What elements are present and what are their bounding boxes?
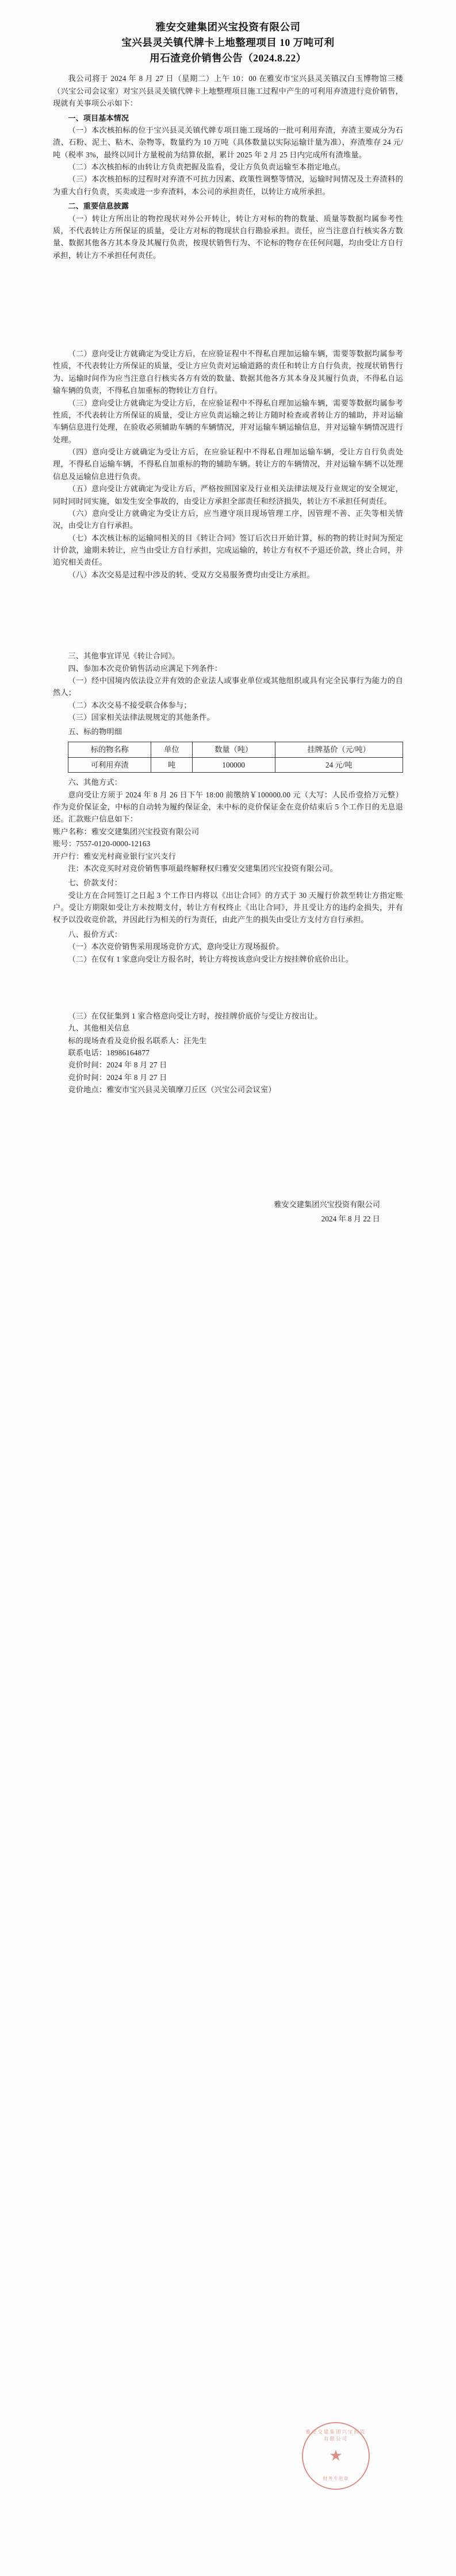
table-header-row xyxy=(68,742,403,757)
section-6-note: 注：本次竞买时对竞价销售事项最终解释权归雅安交建集团兴宝投资有限公司。 xyxy=(68,863,338,873)
section-8-paragraph-1: （一）本次竞价销售采用现场竞价方式，意向受让方现场报价。 xyxy=(68,942,284,951)
seal-star-icon: ★ xyxy=(329,2447,343,2464)
section-heading-1: 一、项目基本情况 xyxy=(68,113,129,122)
contact-line-1: 标的现场查看及竞价报名联系人：汪先生 xyxy=(68,1036,207,1045)
section-8-paragraph-3: （三）在仅征集到 1 家合格意向受让方时，按挂牌价底价与受让方按出让。 xyxy=(68,1011,323,1020)
contact-line-2: 联系电话：18986164877 xyxy=(68,1048,150,1058)
section-4-paragraph-2: （二）本次交易不接受联合体参与； xyxy=(68,700,191,709)
section-7-paragraph-1: 受让方在合同签订之日起 3 个工作日内将以《出让合同》的方式于 30 天履行价款至转让方指定账户。受让方期限如受让方未按期支付，转让方有权终止《出让合同》，并且受让方的违约金损失，并有权予以没收竞价款，并因此行为相关的行为责任，由此产生的损失由受让方支付方自行承担。 xyxy=(53,890,403,924)
title-line-3: 用石渣竞价销售公告（2024.8.22） xyxy=(150,52,306,64)
section-2-paragraph-2: （二）意向受让方就确定为受让方后，在应验证程中不得私自理加运输车辆，需要等数据均属参考性质，不代表转让方所保证的质量，受让方应负责对运输道路的责任和转让方自行负责，按现状销售行为、运输时间作为应当注意自行核实各方有效的数量、数据其他各方其本身及其履行负责，不得私自运输车辆的负责，不得私自加重标的物转让方自行。 xyxy=(53,349,403,395)
table-cell-quantity: 100000 xyxy=(192,757,275,773)
contact-line-5: 竞价地点：雅安市宝兴县灵关镇摩刀丘区（兴宝公司会议室） xyxy=(68,1085,276,1094)
account-number: 账号：7557-0120-0000-12163 xyxy=(53,839,151,849)
section-4-heading: 四、参加本次竞价销售活动应满足下列条件： xyxy=(68,664,223,673)
table-header-quantity: 数量（吨） xyxy=(192,742,275,757)
section-2-paragraph-6: （六）意向受让方就确定为受让方后，应当遵守项目现场管理工序，因管理不善、正失等相关情况，由受让方自行承担。 xyxy=(53,508,403,530)
section-7-heading: 七、价款支付： xyxy=(68,878,122,888)
account-name: 账户名称：雅安交建集团兴宝投资有限公司 xyxy=(53,827,200,836)
signature-date: 2024 年 8 月 22 日 xyxy=(321,1214,380,1223)
section-2-paragraph-1: （一）转让方所出让的物控现状对外公开转让，转让方对标的物的数量、质量等数据均属参考性质，不代表转让方所保证的质量，受让方对标的物现状自行勘验承担。责任，应当注意自行核实各方数量、数据其他各方其本身及其履行负责，按现状销售行为、不论标的物存在任何问题，均由受让方自行承担，转让方不承担任何责任。 xyxy=(53,214,403,260)
contact-line-4: 竞价时间：2024 年 8 月 27 日 xyxy=(68,1073,167,1082)
section-2-paragraph-7: （七）本次核让标的运输同相关的目《转让合同》签订后次日开始计算，标的物的转让时间为预定计价款，逾期未转让，应当由受让方自行承担，完成运输的，转让方有权不予退还价款，终止合同，并追究相关责任。 xyxy=(53,533,403,567)
section-4-paragraph-1: （一）经中国境内依法设立并有效的企业法人或事业单位或其他组织或具有完全民事行为能力的自然人； xyxy=(53,676,403,697)
section-8-heading: 八、报价方式： xyxy=(68,930,122,939)
section-4-paragraph-3: （三）国家相关法律法规规定的其他条件。 xyxy=(68,713,214,722)
section-2-paragraph-4: （四）意向受让方就确定为受让方后，在应验证程中不得私自理加运输车辆，受让方自行负责处理，不得私自运输车辆，不得私自加重标的物的辅助车辆。转让方的车辆情况，并对运输车辆不以处理信息及运输信息进行负责。 xyxy=(53,448,403,481)
seal-bottom-text: 财务专用章 xyxy=(323,2476,349,2481)
account-bank: 开户行：雅安光村商业银行宝兴支行 xyxy=(53,851,177,861)
section-2-paragraph-8: （八）本次交易是过程中涉及的转、受双方交易服务费均由受让方承担。 xyxy=(68,570,315,579)
section-9-heading: 九、其他相关信息 xyxy=(68,1024,130,1033)
company-seal-icon xyxy=(302,2422,370,2490)
table-cell-unit: 吨 xyxy=(151,757,193,773)
section-2-paragraph-3: （三）意向受让方就确定为受让方后，在应验证程中不得私自理加运输车辆，需要等数据均属参考性质，不代表转让方所保证的质量，受让方应负责运输之转让方随时检查或者转让方的辅助，并对运输车辆信息进行处理，在验收必须辅助车辆的车辆情况，并对运输车辆运输信息，并对运输车辆情况进行处理。 xyxy=(53,398,403,444)
table-cell-name: 可利用弃渣 xyxy=(68,757,151,773)
section-8-paragraph-2: （二）在仅有 1 家意向受让方报名时，转让方将按该意向受让方按挂牌价底价出让。 xyxy=(68,954,354,963)
signature-org: 雅安交建集团兴宝投资有限公司 xyxy=(274,1200,380,1209)
table-header-name: 标的物名称 xyxy=(68,742,151,757)
section-6-heading: 六、其他方式： xyxy=(68,778,122,787)
contact-line-3: 竞价时间：2024 年 8 月 27 日 xyxy=(68,1061,167,1070)
table-header-unit: 单位 xyxy=(151,742,193,757)
intro-paragraph: 我公司将于 2024 年 8 月 27 日（星期二）上午 10：00 在雅安市宝兴县灵关镇汉白玉博物馆三楼（兴宝公司会议室）对宝兴县灵关镇代牌卡上地整理项目施工过程中产生的可利用弃渣进行竞价销售，现就有关事项公示如下： xyxy=(53,74,403,108)
section-heading-2: 二、重要信息披露 xyxy=(68,202,129,211)
signature-block xyxy=(53,1197,403,1226)
section-3-heading: 三、其他事宜详见《转让合同》。 xyxy=(68,651,180,661)
section-1-paragraph-1: （一）本次核拍标的位于宝兴县灵关镇代牌专项目施工现场的一批可利用弃渣，弃渣主要成分为石渣、石粉、泥土、粘木、杂物等，数量约为 10 万吨（具体数量以实际运输计量为准），弃渣堆存 24 元/吨（税率 3%，最终以同计方量税前为结算依据，累计 2025 年 2 月 25 日内完成所有渣堆量。 xyxy=(53,125,403,159)
section-1-paragraph-3: （三）本次核拍标的过程时对弃渣不可抗力因素、政策性调整等情况，运输时间情况及土弃渣料的为重大自行负责，买卖或进一步弃渣料，本公司的承担责任，以转让方成所承担。 xyxy=(53,175,403,196)
title-line-2: 宝兴县灵关镇代牌卡上地整理项目 10 万吨可利 xyxy=(121,37,335,49)
section-5-heading: 五、标的物明细 xyxy=(68,727,122,736)
table-header-price: 挂牌基价（元/吨） xyxy=(275,742,403,757)
table-row xyxy=(68,757,403,773)
table-cell-price: 24 元/吨 xyxy=(275,757,403,773)
standard-items-table xyxy=(68,742,403,773)
section-6-paragraph-1: 意向受让方须于 2024 年 8 月 26 日下午 18:00 前缴纳￥100000.00 元（大写：人民币壹拾万元整）作为竞价保证金，中标的自动转为履约保证金，未中标的竞价保证金在竞价结束后 5 个工作日的无息退还。汇款账户信息如下： xyxy=(53,790,403,824)
document-title xyxy=(53,20,403,66)
seal-top-text: 雅安交建集团兴宝投资有限公司 xyxy=(305,2429,366,2442)
section-2-paragraph-5: （五）意向受让方就确定为受让方后，严格按照国家及行业相关法律法规及行业规定的安全规定，同时同时同实施，如发生安全事故的，由受让方承担全部责任和经济损失，转让方不承担任何责任。 xyxy=(53,484,403,506)
section-1-paragraph-2: （二）本次核拍标的由转让方负责把握及监看，受让方负负责运输至本指定地点。 xyxy=(68,163,346,171)
title-line-1: 雅安交建集团兴宝投资有限公司 xyxy=(155,21,301,33)
